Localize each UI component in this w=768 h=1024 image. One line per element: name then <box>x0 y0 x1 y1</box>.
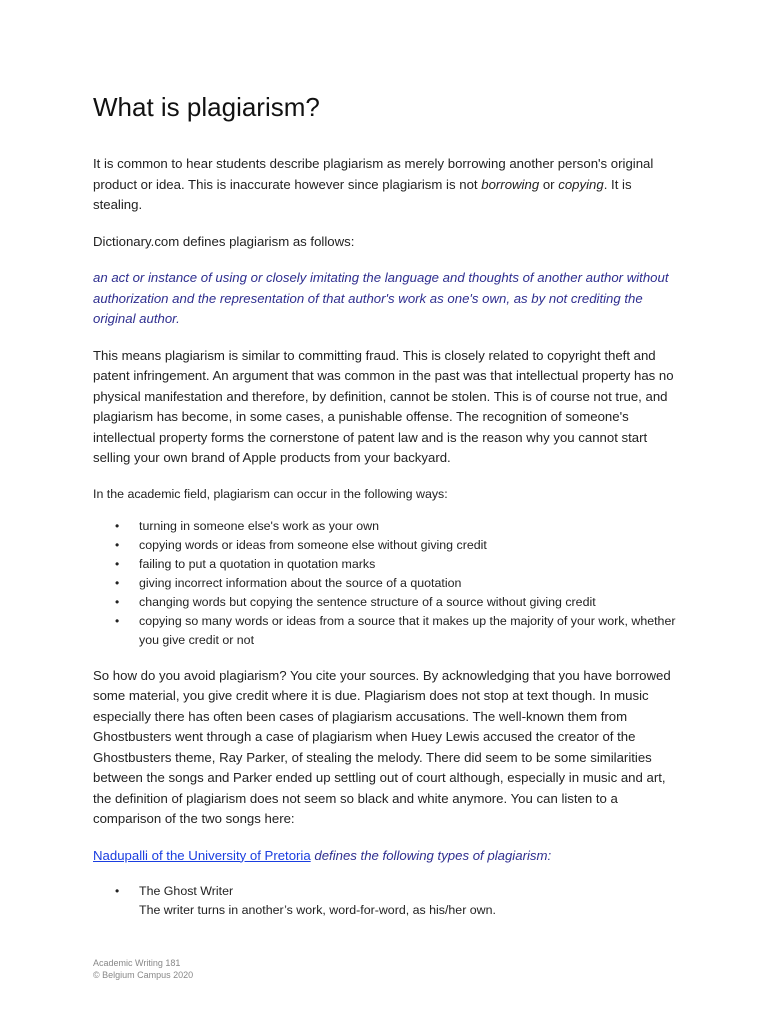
bullet-icon: • <box>115 518 120 533</box>
bullet-icon: • <box>115 556 120 571</box>
academic-ways-list <box>93 517 683 650</box>
page-footer <box>93 957 193 981</box>
bullet-icon: • <box>115 594 120 609</box>
footer-copyright: © Belgium Campus 2020 <box>93 970 194 980</box>
list-item: • failing to put a quotation in quotation marks <box>93 555 683 574</box>
bullet-icon: • <box>115 537 120 552</box>
list-item: • copying words or ideas from someone else without giving credit <box>93 536 683 555</box>
avoid-paragraph: So how do you avoid plagiarism? You cite your sources. By acknowledging that you have borrowed some material, you give credit where it is due. Plagiarism does not stop at text though. In music especially there has often been cases of plagiarism accusations. The well-known them from Ghostbusters went through a case of plagiarism when Huey Lewis accused the creator of the Ghostbusters theme, Ray Parker, of stealing the melody. There did seem to be some similarities between the songs and Parker ended up settling out of court although, especially in music and art, the definition of plagiarism does not seem so black and white anymore. You can listen to a comparison of the two songs here: <box>93 667 671 826</box>
nadupalli-link[interactable]: Nadupalli of the University of Pretoria <box>93 847 311 863</box>
type-name: The Ghost Writer <box>139 884 234 898</box>
page-title: What is plagiarism? <box>93 92 320 122</box>
fraud-paragraph: This means plagiarism is similar to committing fraud. This is closely related to copyright theft and patent infringement. An argument that was common in the past was that intellectual property has no physical manifestation and therefore, by definition, cannot be stolen. This is of course not true, and plagiarism has become, in some cases, a punishable offense. The recognition of someone's intellectual property forms the cornerstone of patent law and is the reason why you cannot start selling your own brand of Apple products from your backyard. <box>93 347 674 465</box>
intro-paragraph: It is common to hear students describe plagiarism as merely borrowing another person's original product or idea. This is inaccurate however since plagiarism is not borrowing or copying. It is stealing. <box>93 156 654 212</box>
bullet-icon: • <box>115 613 120 628</box>
types-lead: Nadupalli of the University of Pretoria defines the following types of plagiarism: <box>93 847 552 863</box>
type-description: The writer turns in another’s work, word-for-word, as his/her own. <box>139 903 496 917</box>
document-content <box>93 90 683 920</box>
footer-course: Academic Writing 181 <box>93 958 181 968</box>
definition-lead: Dictionary.com defines plagiarism as follows: <box>93 233 355 249</box>
list-item <box>93 882 683 920</box>
definition-quote: an act or instance of using or closely imitating the language and thoughts of another author without authorization and the representation of that author's work as one's own, as by not crediting the original author. <box>93 270 669 326</box>
list-item: • changing words but copying the sentence structure of a source without giving credit <box>93 593 683 612</box>
bullet-icon: • <box>115 884 120 898</box>
list-item: • turning in someone else's work as your own <box>93 517 683 536</box>
bullet-icon: • <box>115 575 120 590</box>
list-item: • copying so many words or ideas from a source that it makes up the majority of your work, whether you give credit or not <box>115 613 676 647</box>
plagiarism-types-list <box>93 882 683 920</box>
list-item: • giving incorrect information about the source of a quotation <box>93 574 683 593</box>
academic-lead: In the academic field, plagiarism can occur in the following ways: <box>93 486 448 501</box>
